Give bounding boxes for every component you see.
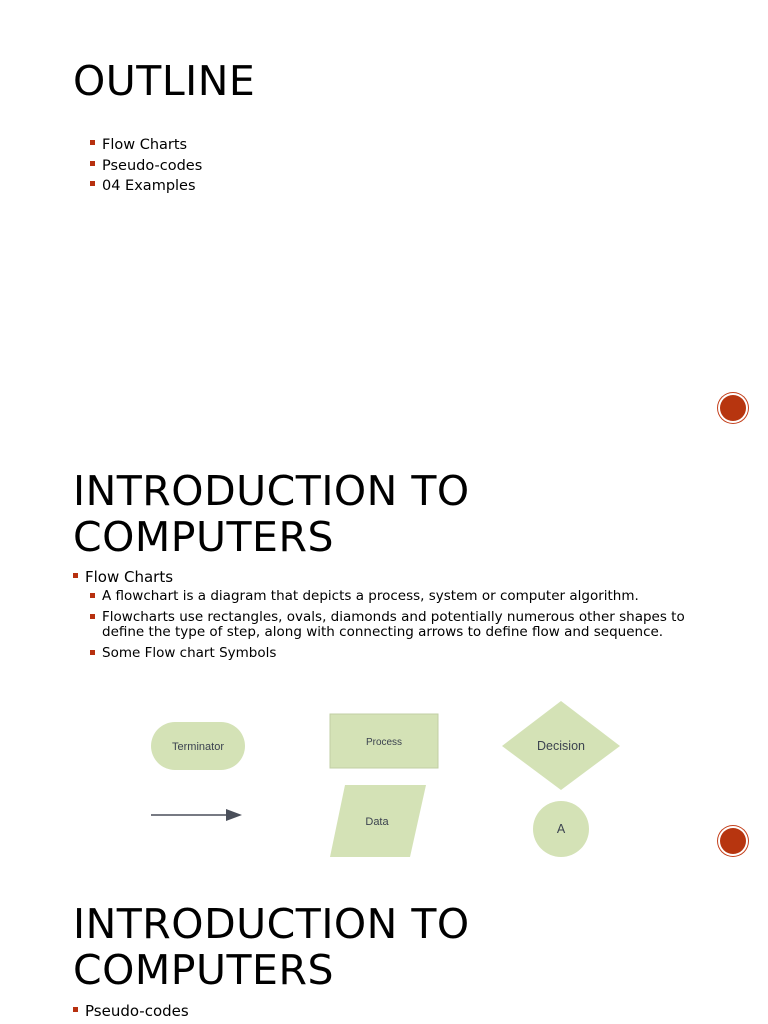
connector-label: A xyxy=(556,822,566,836)
bullet-list xyxy=(73,1002,189,1020)
list-item-text: Pseudo-codes xyxy=(102,157,203,174)
slide-title: OUTLINE xyxy=(73,57,256,105)
process-label: Process xyxy=(365,737,403,748)
list-item-text: Flow Charts xyxy=(85,568,174,586)
list-item-text: Pseudo-codes xyxy=(85,1002,189,1020)
flow-arrow-head xyxy=(226,809,242,821)
list-item-text: 04 Examples xyxy=(102,178,196,194)
list-item-text: Flow Charts xyxy=(102,137,188,153)
decision-label: Decision xyxy=(537,739,585,753)
list-item-text: Flowcharts use rectangles, ovals, diamonds and potentially numerous other shapes to define the type of step, along with connecting arrows to define flow and sequence. xyxy=(102,608,685,640)
list-item-text: A flowchart is a diagram that depicts a process, system or computer algorithm. xyxy=(102,588,639,604)
list-item xyxy=(73,1002,189,1020)
slide-title xyxy=(73,901,470,993)
slide-title-line: COMPUTERS xyxy=(73,946,334,994)
slide-title-line: INTRODUCTION TO xyxy=(73,467,470,515)
slide-title-line: INTRODUCTION TO xyxy=(73,900,470,948)
bullet-marker xyxy=(73,1007,78,1012)
slide-title-line: COMPUTERS xyxy=(73,513,334,561)
slide-badge-icon xyxy=(720,828,746,854)
data-label: Data xyxy=(365,816,389,828)
terminator-label: Terminator xyxy=(172,741,224,753)
list-item-text: Some Flow chart Symbols xyxy=(102,644,277,661)
